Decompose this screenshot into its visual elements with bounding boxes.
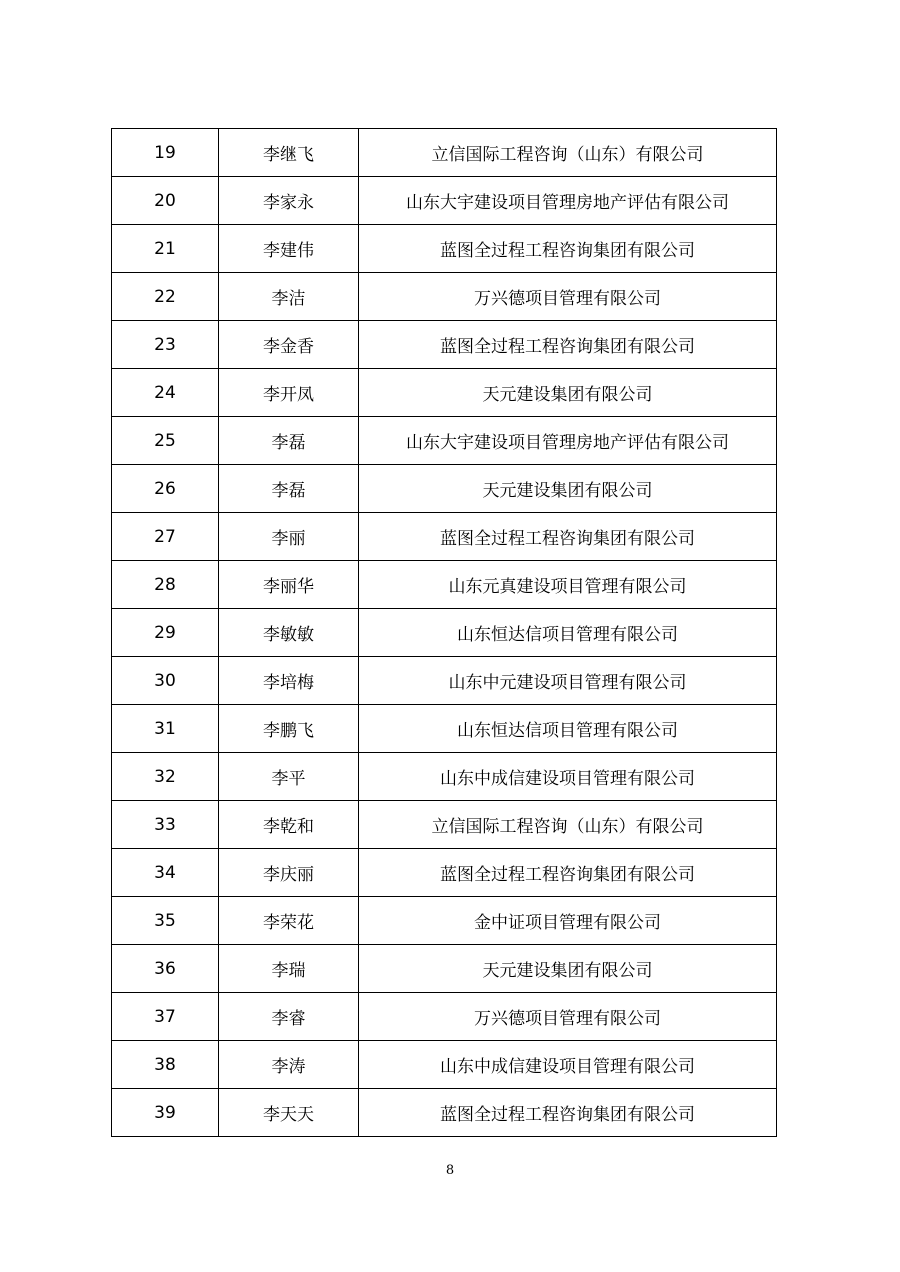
company-name-cell: 山东中成信建设项目管理有限公司 bbox=[359, 753, 777, 801]
company-name-cell: 万兴德项目管理有限公司 bbox=[359, 273, 777, 321]
table-row bbox=[112, 129, 777, 177]
company-name-cell: 天元建设集团有限公司 bbox=[359, 465, 777, 513]
personnel-table-body bbox=[112, 129, 777, 1137]
personnel-table bbox=[111, 128, 777, 1137]
company-name-cell: 立信国际工程咨询（山东）有限公司 bbox=[359, 801, 777, 849]
row-number-cell: 35 bbox=[112, 897, 219, 945]
company-name-cell: 蓝图全过程工程咨询集团有限公司 bbox=[359, 321, 777, 369]
table-row bbox=[112, 225, 777, 273]
person-name-cell: 李睿 bbox=[219, 993, 359, 1041]
row-number-cell: 19 bbox=[112, 129, 219, 177]
table-row bbox=[112, 177, 777, 225]
row-number-cell: 39 bbox=[112, 1089, 219, 1137]
row-number-cell: 28 bbox=[112, 561, 219, 609]
table-row bbox=[112, 897, 777, 945]
person-name-cell: 李鹏飞 bbox=[219, 705, 359, 753]
table-row bbox=[112, 849, 777, 897]
row-number-cell: 29 bbox=[112, 609, 219, 657]
row-number-cell: 21 bbox=[112, 225, 219, 273]
company-name-cell: 山东大宇建设项目管理房地产评估有限公司 bbox=[359, 177, 777, 225]
person-name-cell: 李磊 bbox=[219, 465, 359, 513]
page-number: 8 bbox=[445, 1163, 455, 1178]
table-row bbox=[112, 1041, 777, 1089]
person-name-cell: 李培梅 bbox=[219, 657, 359, 705]
row-number-cell: 26 bbox=[112, 465, 219, 513]
company-name-cell: 山东恒达信项目管理有限公司 bbox=[359, 609, 777, 657]
row-number-cell: 30 bbox=[112, 657, 219, 705]
person-name-cell: 李丽 bbox=[219, 513, 359, 561]
row-number-cell: 25 bbox=[112, 417, 219, 465]
table-row bbox=[112, 561, 777, 609]
person-name-cell: 李涛 bbox=[219, 1041, 359, 1089]
company-name-cell: 山东元真建设项目管理有限公司 bbox=[359, 561, 777, 609]
table-row bbox=[112, 609, 777, 657]
row-number-cell: 33 bbox=[112, 801, 219, 849]
person-name-cell: 李金香 bbox=[219, 321, 359, 369]
company-name-cell: 立信国际工程咨询（山东）有限公司 bbox=[359, 129, 777, 177]
company-name-cell: 天元建设集团有限公司 bbox=[359, 945, 777, 993]
table-row bbox=[112, 513, 777, 561]
person-name-cell: 李平 bbox=[219, 753, 359, 801]
company-name-cell: 蓝图全过程工程咨询集团有限公司 bbox=[359, 1089, 777, 1137]
row-number-cell: 37 bbox=[112, 993, 219, 1041]
person-name-cell: 李洁 bbox=[219, 273, 359, 321]
company-name-cell: 山东大宇建设项目管理房地产评估有限公司 bbox=[359, 417, 777, 465]
company-name-cell: 蓝图全过程工程咨询集团有限公司 bbox=[359, 849, 777, 897]
person-name-cell: 李天天 bbox=[219, 1089, 359, 1137]
row-number-cell: 34 bbox=[112, 849, 219, 897]
row-number-cell: 24 bbox=[112, 369, 219, 417]
table-row bbox=[112, 417, 777, 465]
person-name-cell: 李瑞 bbox=[219, 945, 359, 993]
table-row bbox=[112, 753, 777, 801]
row-number-cell: 22 bbox=[112, 273, 219, 321]
person-name-cell: 李家永 bbox=[219, 177, 359, 225]
row-number-cell: 20 bbox=[112, 177, 219, 225]
company-name-cell: 万兴德项目管理有限公司 bbox=[359, 993, 777, 1041]
company-name-cell: 山东中成信建设项目管理有限公司 bbox=[359, 1041, 777, 1089]
person-name-cell: 李庆丽 bbox=[219, 849, 359, 897]
table-row bbox=[112, 705, 777, 753]
company-name-cell: 蓝图全过程工程咨询集团有限公司 bbox=[359, 225, 777, 273]
person-name-cell: 李建伟 bbox=[219, 225, 359, 273]
table-row bbox=[112, 321, 777, 369]
company-name-cell: 蓝图全过程工程咨询集团有限公司 bbox=[359, 513, 777, 561]
person-name-cell: 李磊 bbox=[219, 417, 359, 465]
company-name-cell: 山东中元建设项目管理有限公司 bbox=[359, 657, 777, 705]
person-name-cell: 李荣花 bbox=[219, 897, 359, 945]
person-name-cell: 李丽华 bbox=[219, 561, 359, 609]
person-name-cell: 李开凤 bbox=[219, 369, 359, 417]
person-name-cell: 李乾和 bbox=[219, 801, 359, 849]
table-row bbox=[112, 801, 777, 849]
row-number-cell: 38 bbox=[112, 1041, 219, 1089]
table-row bbox=[112, 273, 777, 321]
table-row bbox=[112, 945, 777, 993]
company-name-cell: 天元建设集团有限公司 bbox=[359, 369, 777, 417]
person-name-cell: 李继飞 bbox=[219, 129, 359, 177]
row-number-cell: 23 bbox=[112, 321, 219, 369]
row-number-cell: 31 bbox=[112, 705, 219, 753]
company-name-cell: 山东恒达信项目管理有限公司 bbox=[359, 705, 777, 753]
table-row bbox=[112, 465, 777, 513]
table-row bbox=[112, 369, 777, 417]
table-row bbox=[112, 993, 777, 1041]
company-name-cell: 金中证项目管理有限公司 bbox=[359, 897, 777, 945]
row-number-cell: 36 bbox=[112, 945, 219, 993]
person-name-cell: 李敏敏 bbox=[219, 609, 359, 657]
table-row bbox=[112, 657, 777, 705]
row-number-cell: 27 bbox=[112, 513, 219, 561]
row-number-cell: 32 bbox=[112, 753, 219, 801]
table-row bbox=[112, 1089, 777, 1137]
